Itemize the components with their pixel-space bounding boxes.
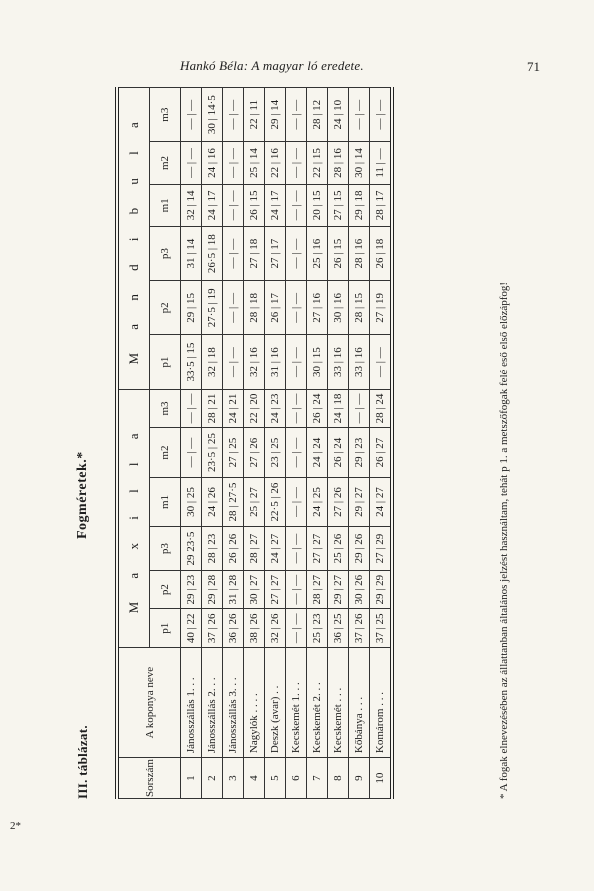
measurement-cell: — | —: [286, 527, 307, 571]
measurement-cell: 28 | 17: [370, 184, 393, 226]
subcol-header: m1: [150, 184, 181, 226]
measurement-cell: — | —: [370, 335, 393, 389]
measurement-cell: 30 | 15: [307, 335, 328, 389]
row-number: 2: [202, 758, 223, 799]
table-footnote: * A fogak elnevezésében az állattanban általános jelzést használtam, tehát p 1. a metszőfogak felé eső első előzápfog!: [498, 281, 510, 799]
measurement-cell: 22 | 16: [265, 142, 286, 184]
measurement-cell: — | —: [181, 428, 202, 477]
measurement-cell: 29 23·5: [181, 527, 202, 571]
measurement-cell: — | —: [286, 428, 307, 477]
measurement-cell: 23 | 25: [265, 428, 286, 477]
table-row: [349, 88, 370, 799]
measurement-cell: 22 | 20: [244, 389, 265, 428]
skull-name: Kecskemét . . .: [328, 648, 349, 758]
measurement-cell: 25 | 23: [307, 609, 328, 648]
measurement-cell: 24 | 17: [265, 184, 286, 226]
measurement-cell: — | —: [181, 389, 202, 428]
skull-name: Komárom . . .: [370, 648, 393, 758]
measurement-cell: 29 | 14: [265, 88, 286, 142]
measurement-cell: 23·5 | 25: [202, 428, 223, 477]
row-number: 10: [370, 758, 393, 799]
measurement-cell: 27 | 26: [244, 428, 265, 477]
measurement-cell: — | —: [223, 88, 244, 142]
measurement-cell: 20 | 15: [307, 184, 328, 226]
table-row: [181, 88, 202, 799]
measurement-cell: 26 | 15: [244, 184, 265, 226]
measurement-cell: 27 | 15: [328, 184, 349, 226]
measurement-cell: 24 | 25: [307, 477, 328, 526]
signature-mark: 2*: [10, 820, 21, 832]
measurement-cell: 25 | 27: [244, 477, 265, 526]
measurement-cell: 22·5 | 26: [265, 477, 286, 526]
subcol-header: m3: [150, 88, 181, 142]
measurement-cell: 36 | 26: [223, 609, 244, 648]
subcol-header: p1: [150, 609, 181, 648]
measurement-cell: 25 | 26: [328, 527, 349, 571]
measurement-cell: 26 | 24: [328, 428, 349, 477]
table-row: [286, 88, 307, 799]
subcol-header: p3: [150, 527, 181, 571]
measurement-cell: 27·5 | 19: [202, 281, 223, 335]
measurement-cell: 26 | 18: [370, 227, 393, 281]
measurement-cell: 40 | 22: [181, 609, 202, 648]
skull-name: Jánosszállás 2. . .: [202, 648, 223, 758]
measurement-cell: 30 | 27: [244, 570, 265, 609]
measurement-cell: 28 | 16: [328, 142, 349, 184]
measurement-cell: 24 | 10: [328, 88, 349, 142]
measurement-cell: 28 | 23: [202, 527, 223, 571]
measurement-cell: — | —: [286, 570, 307, 609]
subcol-header: m3: [150, 389, 181, 428]
measurement-cell: 24 | 21: [223, 389, 244, 428]
measurement-cell: 29 | 23: [349, 428, 370, 477]
measurement-cell: 29 | 29: [370, 570, 393, 609]
measurement-cell: 33 | 16: [349, 335, 370, 389]
measurement-cell: 22 | 11: [244, 88, 265, 142]
measurement-cell: — | —: [223, 335, 244, 389]
measurement-cell: 27 | 27: [265, 570, 286, 609]
row-number: 8: [328, 758, 349, 799]
measurement-cell: — | —: [223, 142, 244, 184]
measurement-cell: 24 | 18: [328, 389, 349, 428]
measurement-cell: 26 | 17: [265, 281, 286, 335]
table-row: [244, 88, 265, 799]
measurement-cell: 37 | 25: [370, 609, 393, 648]
measurement-cell: 25 | 14: [244, 142, 265, 184]
measurement-cell: 32 | 16: [244, 335, 265, 389]
measurement-cell: 29 | 23: [181, 570, 202, 609]
measurement-cell: 32 | 14: [181, 184, 202, 226]
measurement-cell: 29 | 28: [202, 570, 223, 609]
measurement-cell: 28 | 27: [307, 570, 328, 609]
group-header-maxilla: M a x i l l a: [117, 389, 150, 647]
measurement-cell: — | —: [286, 389, 307, 428]
col-header-sorszam: Sorszám: [117, 758, 181, 799]
subcol-header: m2: [150, 428, 181, 477]
measurement-cell: 29 | 26: [349, 527, 370, 571]
measurement-cell: 26 | 24: [307, 389, 328, 428]
table-row: [202, 88, 223, 799]
measurement-cell: — | —: [223, 227, 244, 281]
col-header-name: A koponya neve: [117, 648, 181, 758]
measurement-cell: 37 | 26: [202, 609, 223, 648]
table-row: [370, 88, 393, 799]
measurement-cell: — | —: [286, 227, 307, 281]
table-label: III. táblázat.: [75, 725, 90, 799]
measurement-cell: — | —: [286, 184, 307, 226]
measurement-cell: 30 | 14·5: [202, 88, 223, 142]
measurement-cell: 27 | 17: [265, 227, 286, 281]
skull-name: Nagylók . . . .: [244, 648, 265, 758]
measurement-cell: — | —: [181, 88, 202, 142]
measurement-cell: 27 | 27: [307, 527, 328, 571]
skull-name: Jánosszállás 3. . .: [223, 648, 244, 758]
row-number: 5: [265, 758, 286, 799]
measurement-cell: 28 | 15: [349, 281, 370, 335]
row-number: 4: [244, 758, 265, 799]
table-row: [223, 88, 244, 799]
skull-name: Kecskemét 2. . .: [307, 648, 328, 758]
measurement-cell: 11 | —: [370, 142, 393, 184]
table-row: [328, 88, 349, 799]
measurement-cell: — | —: [181, 142, 202, 184]
measurement-cell: 28 | 21: [202, 389, 223, 428]
measurement-cell: 33·5 | 15: [181, 335, 202, 389]
subcol-header: p2: [150, 570, 181, 609]
row-number: 1: [181, 758, 202, 799]
measurement-cell: 33 | 16: [328, 335, 349, 389]
measurement-cell: 28 | 12: [307, 88, 328, 142]
measurement-cell: 29 | 18: [349, 184, 370, 226]
measurement-cell: 30 | 14: [349, 142, 370, 184]
measurement-cell: — | —: [223, 184, 244, 226]
measurement-cell: 26 | 26: [223, 527, 244, 571]
skull-name: Deszk (avar) . .: [265, 648, 286, 758]
measurement-cell: 31 | 14: [181, 227, 202, 281]
skull-name: Jánosszállás 1. . .: [181, 648, 202, 758]
measurement-cell: 27 | 18: [244, 227, 265, 281]
group-header-mandibula: M a n d i b u l a: [117, 88, 150, 390]
measurement-cell: — | —: [286, 88, 307, 142]
subcol-header: p2: [150, 281, 181, 335]
measurement-cell: 32 | 26: [265, 609, 286, 648]
measurement-cell: 32 | 18: [202, 335, 223, 389]
measurement-cell: 24 | 17: [202, 184, 223, 226]
measurement-cell: 29 | 27: [349, 477, 370, 526]
table-row: [307, 88, 328, 799]
measurement-cell: — | —: [223, 281, 244, 335]
measurement-cell: 22 | 15: [307, 142, 328, 184]
measurement-cell: — | —: [286, 335, 307, 389]
measurement-cell: 24 | 24: [307, 428, 328, 477]
table-caption: Fogméretek.*: [75, 451, 90, 539]
measurement-cell: 31 | 28: [223, 570, 244, 609]
measurement-cell: 30 | 25: [181, 477, 202, 526]
table-row: [265, 88, 286, 799]
measurement-cell: 24 | 27: [265, 527, 286, 571]
measurement-cell: — | —: [286, 142, 307, 184]
measurement-cell: 27 | 19: [370, 281, 393, 335]
subcol-header: m1: [150, 477, 181, 526]
measurement-cell: 27 | 29: [370, 527, 393, 571]
measurement-cell: 29 | 27: [328, 570, 349, 609]
measurement-cell: 28 | 24: [370, 389, 393, 428]
measurement-cell: — | —: [349, 389, 370, 428]
measurement-cell: — | —: [286, 281, 307, 335]
measurement-cell: — | —: [286, 609, 307, 648]
measurement-cell: 28 | 27·5: [223, 477, 244, 526]
page-number: 71: [527, 59, 540, 74]
row-number: 6: [286, 758, 307, 799]
skull-name: Kőbánya . . .: [349, 648, 370, 758]
measurement-cell: 28 | 27: [244, 527, 265, 571]
measurement-cell: 24 | 27: [370, 477, 393, 526]
measurement-cell: 31 | 16: [265, 335, 286, 389]
row-number: 3: [223, 758, 244, 799]
measurement-cell: 37 | 26: [349, 609, 370, 648]
measurement-cell: 28 | 18: [244, 281, 265, 335]
measurement-cell: — | —: [370, 88, 393, 142]
measurement-cell: 26·5 | 18: [202, 227, 223, 281]
measurement-cell: 27 | 25: [223, 428, 244, 477]
rotated-table-block: [75, 87, 527, 799]
measurement-cell: 24 | 23: [265, 389, 286, 428]
measurement-cell: 27 | 16: [307, 281, 328, 335]
subcol-header: p1: [150, 335, 181, 389]
subcol-header: p3: [150, 227, 181, 281]
measurement-cell: 30 | 26: [349, 570, 370, 609]
measurement-cell: 24 | 26: [202, 477, 223, 526]
row-number: 7: [307, 758, 328, 799]
measurement-cell: 26 | 15: [328, 227, 349, 281]
measurement-cell: 26 | 27: [370, 428, 393, 477]
measurement-cell: 28 | 16: [349, 227, 370, 281]
skull-name: Kecskemét 1. . .: [286, 648, 307, 758]
measurement-cell: 38 | 26: [244, 609, 265, 648]
measurement-cell: 24 | 16: [202, 142, 223, 184]
measurement-cell: 29 | 15: [181, 281, 202, 335]
measurement-cell: 27 | 26: [328, 477, 349, 526]
measurement-cell: 36 | 25: [328, 609, 349, 648]
subcol-header: m2: [150, 142, 181, 184]
running-header: Hankó Béla: A magyar ló eredete.: [180, 58, 364, 73]
measurement-cell: — | —: [349, 88, 370, 142]
row-number: 9: [349, 758, 370, 799]
measurement-cell: 30 | 16: [328, 281, 349, 335]
measurement-cell: 25 | 16: [307, 227, 328, 281]
teeth-measurements-table: [115, 87, 394, 799]
measurement-cell: — | —: [286, 477, 307, 526]
